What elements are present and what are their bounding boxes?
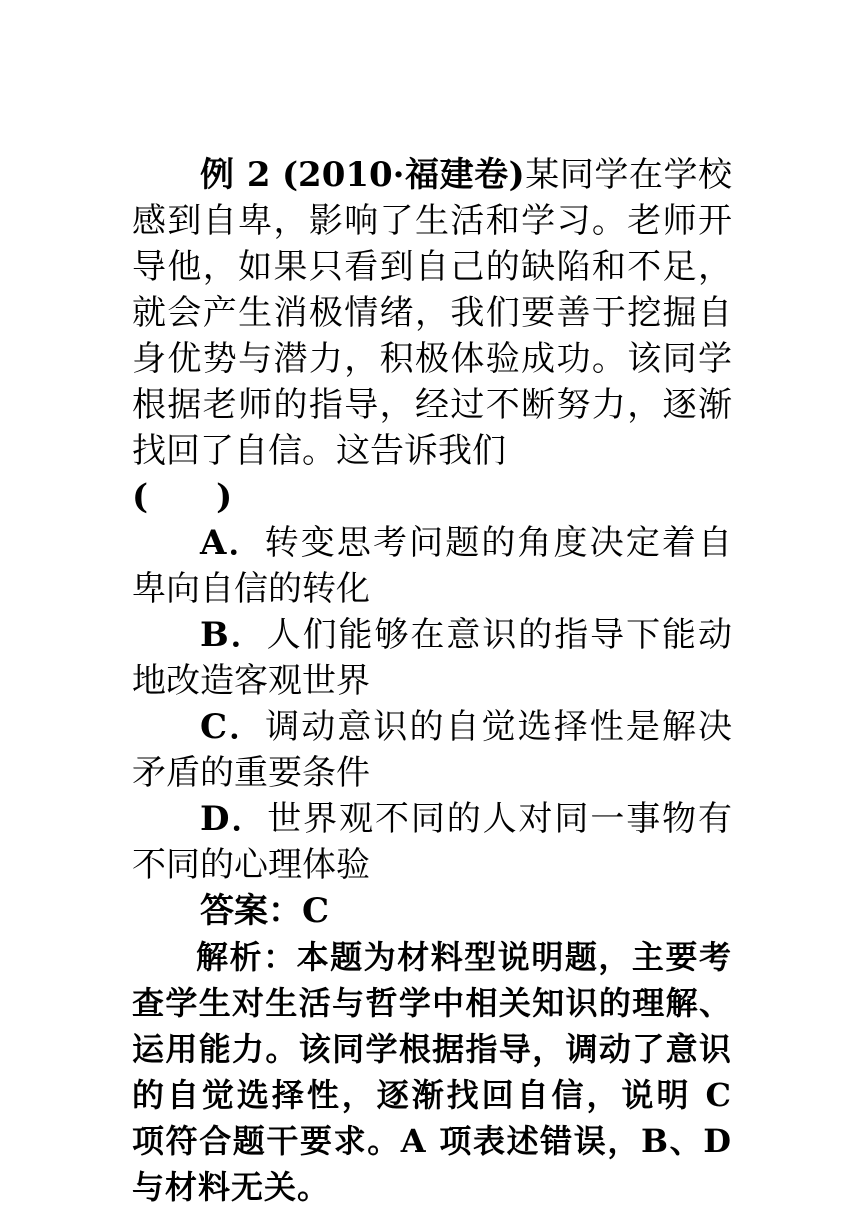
option-b-text: 人们能够在意识的指导下能动地改造客观世界 [132, 615, 732, 701]
option-d-text: 世界观不同的人对同一事物有不同的心理体验 [132, 799, 733, 885]
analysis-paragraph [132, 934, 732, 1210]
option-c [132, 704, 732, 796]
option-c-letter: C． [200, 707, 266, 747]
question-text: 某同学在学校感到自卑，影响了生活和学习。老师开导他，如果只看到自己的缺陷和不足，就会产生消极情绪，我们要善于挖掘自身优势与潜力，积极体验成功。该同学根据老师的指导，经过不断努力，逐渐找回了自信。这告诉我们 [132, 155, 733, 471]
question-stem [132, 152, 732, 474]
question-label: 例 2 [200, 155, 271, 195]
option-b-letter: B． [200, 615, 267, 655]
question-source: (2010·福建卷) [281, 155, 525, 195]
answer-line [132, 888, 732, 934]
option-a [132, 520, 732, 612]
option-d [132, 796, 732, 888]
answer-blank [132, 474, 732, 520]
option-c-text: 调动意识的自觉选择性是解决矛盾的重要条件 [132, 707, 733, 793]
question-document [132, 152, 732, 1210]
analysis-label: 解析： [196, 938, 297, 976]
analysis-text: 本题为材料型说明题，主要考查学生对生活与哲学中相关知识的理解、运用能力。该同学根据指导，调动了意识的自觉选择性，逐渐找回自信，说明 C 项符合题干要求。A 项表述错误，B、D 与材料无关。 [132, 938, 732, 1206]
answer-bracket: ( ) [132, 477, 233, 517]
option-b [132, 612, 732, 704]
answer-value: C [302, 891, 330, 931]
option-a-letter: A． [200, 523, 265, 563]
answer-label: 答案： [200, 891, 302, 931]
option-a-text: 转变思考问题的角度决定着自卑向自信的转化 [132, 523, 733, 609]
option-d-letter: D． [200, 799, 268, 839]
